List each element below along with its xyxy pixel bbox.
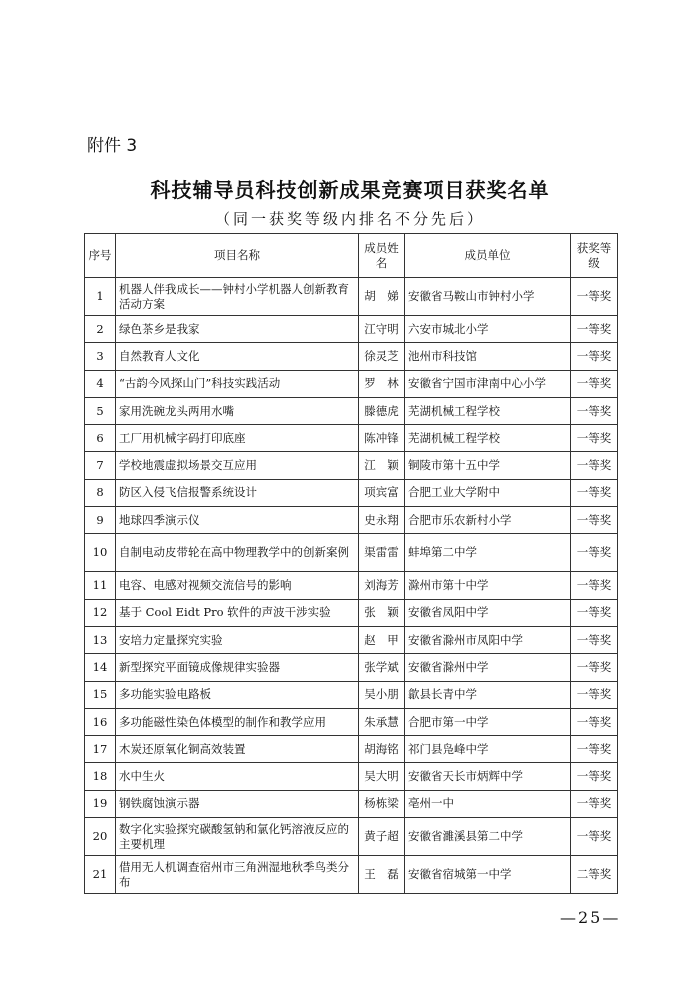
cell-award: 一等奖: [571, 452, 618, 479]
table-row: [85, 654, 618, 681]
table-row: [85, 856, 618, 894]
cell-unit: 安徽省凤阳中学: [405, 599, 571, 626]
header-award: 获奖等级: [571, 234, 618, 278]
cell-project: 多功能实验电路板: [116, 681, 359, 708]
cell-project: 安培力定量探究实验: [116, 626, 359, 653]
cell-award: 一等奖: [571, 818, 618, 856]
cell-seq: 14: [85, 654, 116, 681]
cell-project: 数字化实验探究碳酸氢钠和氯化钙溶液反应的主要机理: [116, 818, 359, 856]
cell-project: 学校地震虚拟场景交互应用: [116, 452, 359, 479]
cell-award: 一等奖: [571, 790, 618, 817]
cell-unit: 安徽省滁州中学: [405, 654, 571, 681]
cell-member: 滕德虎: [359, 397, 405, 424]
cell-seq: 4: [85, 370, 116, 397]
cell-unit: 安徽省天长市炳辉中学: [405, 763, 571, 790]
cell-member: 罗 林: [359, 370, 405, 397]
cell-seq: 7: [85, 452, 116, 479]
cell-project: 工厂用机械字码打印底座: [116, 425, 359, 452]
table-row: [85, 452, 618, 479]
cell-member: 赵 甲: [359, 626, 405, 653]
cell-unit: 亳州一中: [405, 790, 571, 817]
cell-seq: 15: [85, 681, 116, 708]
cell-project: 防区入侵飞信报警系统设计: [116, 479, 359, 506]
cell-award: 一等奖: [571, 370, 618, 397]
cell-project: 绿色茶乡是我家: [116, 316, 359, 343]
cell-member: 张 颖: [359, 599, 405, 626]
cell-member: 王 磊: [359, 856, 405, 894]
cell-unit: 池州市科技馆: [405, 343, 571, 370]
attachment-label: 附件 3: [87, 136, 138, 156]
cell-project: 家用洗碗龙头两用水嘴: [116, 397, 359, 424]
cell-member: 江守明: [359, 316, 405, 343]
header-unit: 成员单位: [405, 234, 571, 278]
cell-member: 胡海铭: [359, 736, 405, 763]
table-row: [85, 425, 618, 452]
cell-unit: 安徽省濉溪县第二中学: [405, 818, 571, 856]
header-member: 成员姓名: [359, 234, 405, 278]
cell-award: 二等奖: [571, 856, 618, 894]
page-number: —25—: [560, 908, 621, 927]
cell-unit: 安徽省马鞍山市钟村小学: [405, 278, 571, 316]
cell-seq: 5: [85, 397, 116, 424]
cell-award: 一等奖: [571, 343, 618, 370]
cell-award: 一等奖: [571, 654, 618, 681]
cell-seq: 9: [85, 507, 116, 534]
table-row: [85, 479, 618, 506]
cell-project: 基于 Cool Eidt Pro 软件的声波干涉实验: [116, 599, 359, 626]
cell-seq: 18: [85, 763, 116, 790]
cell-seq: 12: [85, 599, 116, 626]
table-row: [85, 370, 618, 397]
cell-member: 吴小朋: [359, 681, 405, 708]
cell-seq: 2: [85, 316, 116, 343]
cell-award: 一等奖: [571, 534, 618, 572]
cell-award: 一等奖: [571, 425, 618, 452]
cell-award: 一等奖: [571, 572, 618, 599]
cell-project: 电容、电感对视频交流信号的影响: [116, 572, 359, 599]
table-row: [85, 343, 618, 370]
cell-project: 新型探究平面镜成像规律实验器: [116, 654, 359, 681]
cell-award: 一等奖: [571, 397, 618, 424]
cell-award: 一等奖: [571, 626, 618, 653]
cell-seq: 17: [85, 736, 116, 763]
awards-table: [84, 233, 618, 894]
cell-member: 史永翔: [359, 507, 405, 534]
cell-member: 张学斌: [359, 654, 405, 681]
cell-unit: 祁门县凫峰中学: [405, 736, 571, 763]
cell-award: 一等奖: [571, 599, 618, 626]
cell-award: 一等奖: [571, 708, 618, 735]
cell-member: 徐灵芝: [359, 343, 405, 370]
cell-unit: 合肥工业大学附中: [405, 479, 571, 506]
cell-member: 黄子超: [359, 818, 405, 856]
table-row: [85, 626, 618, 653]
cell-seq: 19: [85, 790, 116, 817]
header-seq: 序号: [85, 234, 116, 278]
cell-project: 地球四季演示仪: [116, 507, 359, 534]
table-row: [85, 599, 618, 626]
cell-member: 渠雷雷: [359, 534, 405, 572]
cell-seq: 6: [85, 425, 116, 452]
cell-unit: 铜陵市第十五中学: [405, 452, 571, 479]
table-row: [85, 507, 618, 534]
page-title: 科技辅导员科技创新成果竞赛项目获奖名单: [150, 178, 550, 202]
cell-seq: 20: [85, 818, 116, 856]
cell-award: 一等奖: [571, 763, 618, 790]
header-project: 项目名称: [116, 234, 359, 278]
cell-project: 自制电动皮带轮在高中物理教学中的创新案例: [116, 534, 359, 572]
cell-award: 一等奖: [571, 278, 618, 316]
cell-seq: 13: [85, 626, 116, 653]
cell-unit: 芜湖机械工程学校: [405, 397, 571, 424]
cell-project: 水中生火: [116, 763, 359, 790]
cell-member: 杨栋梁: [359, 790, 405, 817]
table-header-row: [85, 234, 618, 278]
table-row: [85, 534, 618, 572]
cell-seq: 10: [85, 534, 116, 572]
table-row: [85, 572, 618, 599]
cell-unit: 蚌埠第二中学: [405, 534, 571, 572]
cell-member: 江 颖: [359, 452, 405, 479]
table-row: [85, 278, 618, 316]
table-row: [85, 763, 618, 790]
cell-member: 刘海芳: [359, 572, 405, 599]
cell-award: 一等奖: [571, 681, 618, 708]
cell-seq: 3: [85, 343, 116, 370]
table-row: [85, 681, 618, 708]
table-row: [85, 736, 618, 763]
table-row: [85, 708, 618, 735]
cell-award: 一等奖: [571, 479, 618, 506]
cell-unit: 芜湖机械工程学校: [405, 425, 571, 452]
cell-unit: 安徽省宿城第一中学: [405, 856, 571, 894]
cell-project: 自然教育人文化: [116, 343, 359, 370]
cell-unit: 安徽省滁州市凤阳中学: [405, 626, 571, 653]
cell-project: 钢铁腐蚀演示器: [116, 790, 359, 817]
table-row: [85, 316, 618, 343]
cell-seq: 8: [85, 479, 116, 506]
table-row: [85, 818, 618, 856]
cell-unit: 安徽省宁国市津南中心小学: [405, 370, 571, 397]
cell-seq: 21: [85, 856, 116, 894]
table-row: [85, 397, 618, 424]
cell-member: 陈冲锋: [359, 425, 405, 452]
cell-award: 一等奖: [571, 736, 618, 763]
cell-project: 机器人伴我成长——钟村小学机器人创新教育活动方案: [116, 278, 359, 316]
cell-award: 一等奖: [571, 316, 618, 343]
cell-member: 朱承慧: [359, 708, 405, 735]
cell-project: “古韵今风探山门”科技实践活动: [116, 370, 359, 397]
cell-unit: 六安市城北小学: [405, 316, 571, 343]
page-subtitle: （同一获奖等级内排名不分先后）: [214, 210, 485, 228]
cell-project: 木炭还原氧化铜高效装置: [116, 736, 359, 763]
cell-award: 一等奖: [571, 507, 618, 534]
cell-member: 项宾富: [359, 479, 405, 506]
cell-member: 吴大明: [359, 763, 405, 790]
cell-unit: 滁州市第十中学: [405, 572, 571, 599]
cell-project: 多功能磁性染色体模型的制作和教学应用: [116, 708, 359, 735]
table-row: [85, 790, 618, 817]
cell-unit: 合肥市第一中学: [405, 708, 571, 735]
cell-seq: 11: [85, 572, 116, 599]
cell-seq: 16: [85, 708, 116, 735]
cell-member: 胡 娣: [359, 278, 405, 316]
cell-project: 借用无人机调查宿州市三角洲湿地秋季鸟类分布: [116, 856, 359, 894]
cell-seq: 1: [85, 278, 116, 316]
cell-unit: 歙县长青中学: [405, 681, 571, 708]
cell-unit: 合肥市乐农新村小学: [405, 507, 571, 534]
